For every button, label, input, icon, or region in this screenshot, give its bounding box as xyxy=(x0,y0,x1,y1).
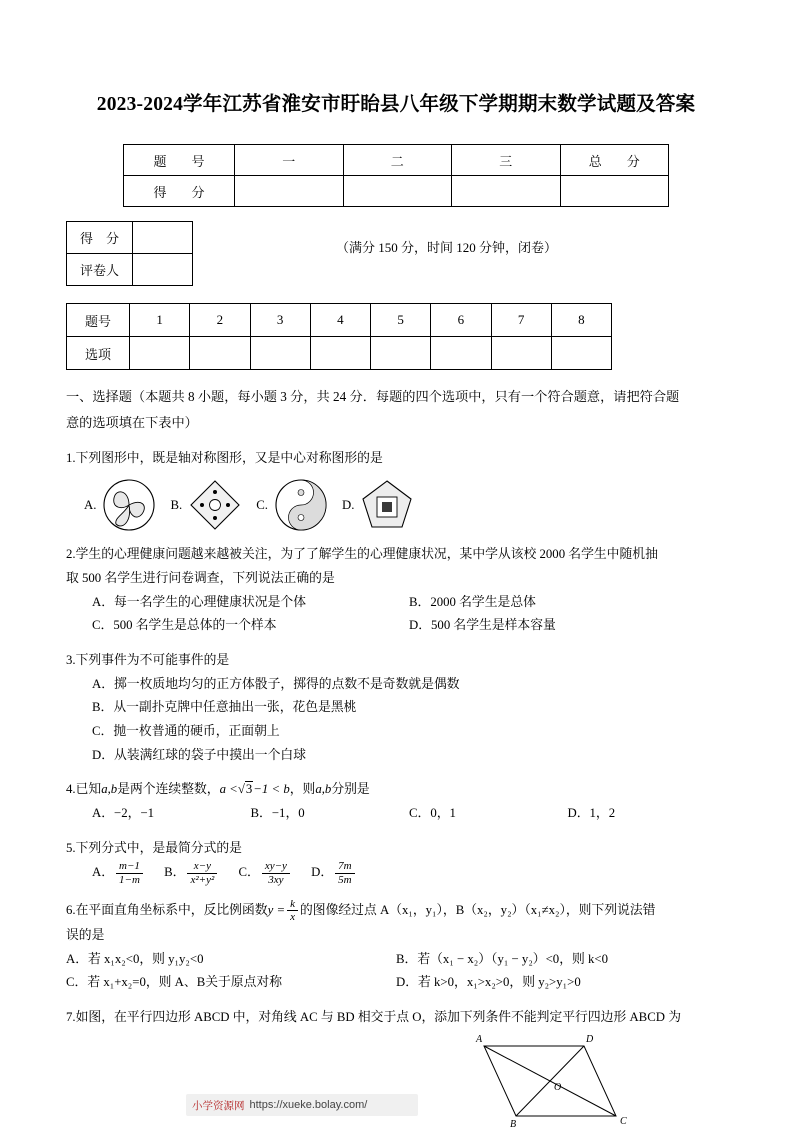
grader-name-label: 评卷人 xyxy=(67,254,133,286)
parallelogram-diagonals-icon xyxy=(466,1032,666,1130)
table-row xyxy=(67,304,612,337)
question-5-option-a[interactable] xyxy=(92,860,145,886)
question-2 xyxy=(66,543,726,590)
table-row xyxy=(67,254,193,286)
score-table-col-2: 二 xyxy=(343,145,452,176)
question-4-stem-mid: 是两个连续整数， xyxy=(117,782,220,797)
answer-col-2: 2 xyxy=(190,304,250,337)
question-4-option-a[interactable]: A．−2，−1 xyxy=(92,805,155,820)
question-4-option-d[interactable]: D．1，2 xyxy=(567,805,616,820)
grader-score-label: 得 分 xyxy=(67,222,133,254)
question-2-option-a[interactable]: A．每一名学生的心理健康状况是个体 xyxy=(92,594,306,609)
answer-grid-table xyxy=(66,303,612,370)
question-1-option-c xyxy=(256,478,328,532)
question-4-stem-pre: 已知 xyxy=(75,782,102,797)
answer-cell-7[interactable] xyxy=(491,337,551,370)
document-body xyxy=(66,88,726,1130)
question-3 xyxy=(66,649,726,673)
watermark-logo: 小学资源网 xyxy=(192,1099,245,1112)
question-3-options xyxy=(92,673,726,768)
question-6-stem-part1: 在平面直角坐标系中，反比例函数 xyxy=(75,902,268,917)
question-2-stem-line1: 学生的心理健康问题越来越被关注，为了了解学生的心理健康状况，某中学从该校 2000 名学生中随机抽 xyxy=(75,547,658,562)
answer-cell-8[interactable] xyxy=(551,337,611,370)
question-2-number: 2. xyxy=(66,547,76,562)
answer-cell-2[interactable] xyxy=(190,337,250,370)
question-5-option-c-label: C． xyxy=(238,865,260,880)
answer-col-6: 6 xyxy=(431,304,491,337)
question-1 xyxy=(66,447,726,471)
question-1-option-c-label: C. xyxy=(256,497,268,512)
table-row xyxy=(67,222,193,254)
question-6-option-c[interactable]: C．若 x₁+x₂=0，则 A、B关于原点对称 xyxy=(66,975,283,990)
label-D: D xyxy=(586,1033,594,1045)
question-1-option-a-label: A. xyxy=(84,497,97,512)
score-table-row2-label: 得 分 xyxy=(124,176,235,207)
question-7 xyxy=(66,1006,726,1030)
question-3-number: 3. xyxy=(66,652,76,667)
question-4-vars: a,b xyxy=(101,782,118,797)
question-1-stem: 下列图形中，既是轴对称图形，又是中心对称图形的是 xyxy=(75,450,383,465)
question-5 xyxy=(66,837,726,861)
fraction-d: $\frac{7m}{5m}$ xyxy=(335,860,354,886)
watermark-url: https://xueke.bolay.com/ xyxy=(249,1099,368,1111)
question-5-option-d[interactable] xyxy=(311,860,357,886)
answer-col-4: 4 xyxy=(310,304,370,337)
section-heading-line2: 意的选项填在下表中） xyxy=(66,414,198,430)
section-heading-line1: 一、选择题（本题共 8 小题，每小题 3 分，共 24 分．每题的四个选项中，只有一个符合题意，请把符合题 xyxy=(66,389,680,405)
answer-col-7: 7 xyxy=(491,304,551,337)
answer-cell-3[interactable] xyxy=(250,337,310,370)
question-5-option-b[interactable] xyxy=(164,860,219,886)
label-C: C xyxy=(620,1115,627,1127)
question-3-option-d[interactable]: D．从装满红球的袋子中摸出一个白球 xyxy=(92,747,306,762)
question-5-option-c[interactable] xyxy=(238,860,291,886)
label-B: B xyxy=(510,1118,517,1130)
score-cell-total[interactable] xyxy=(560,176,669,207)
question-5-number: 5. xyxy=(66,840,76,855)
question-4-stem-end: 分别是 xyxy=(331,782,370,797)
question-2-option-b[interactable]: B．2000 名学生是总体 xyxy=(409,594,536,609)
question-4-option-b[interactable]: B．−1，0 xyxy=(250,805,305,820)
question-6-options xyxy=(66,948,726,995)
question-4-ineq-left: a < xyxy=(219,782,238,797)
question-4-number: 4. xyxy=(66,782,76,797)
grader-name-cell[interactable] xyxy=(133,254,193,286)
fraction-a: $\frac{m-1}{1-m}$ xyxy=(116,860,143,886)
score-cell-3[interactable] xyxy=(452,176,561,207)
question-2-stem-line2: 取 500 名学生进行问卷调查，下列说法正确的是 xyxy=(66,570,335,585)
table-row xyxy=(124,145,669,176)
question-6-stem-line2: 误的是 xyxy=(66,927,105,942)
score-cell-2[interactable] xyxy=(343,176,452,207)
question-1-option-b-label: B. xyxy=(170,497,183,512)
grader-block xyxy=(66,221,726,283)
score-table-col-total: 总 分 xyxy=(560,145,669,176)
grader-score-cell[interactable] xyxy=(133,222,193,254)
question-4-vars2: a,b xyxy=(315,782,332,797)
question-7-number: 7. xyxy=(66,1009,76,1024)
answer-col-3: 3 xyxy=(250,304,310,337)
question-6-option-b[interactable]: B．若（x₁ − x₂）（y₁ − y₂）<0，则 k<0 xyxy=(396,951,609,966)
triquetra-circle-icon xyxy=(102,478,156,532)
question-4-stem-post: ，则 xyxy=(289,782,316,797)
question-3-stem: 下列事件为不可能事件的是 xyxy=(75,652,230,667)
answer-col-1: 1 xyxy=(130,304,190,337)
taiji-yin-yang-icon xyxy=(274,478,328,532)
exam-info-note: （满分 150 分，时间 120 分钟，闭卷） xyxy=(336,240,558,256)
answer-table-row-label: 题号 xyxy=(67,304,130,337)
section-heading xyxy=(66,384,726,435)
question-6-option-d[interactable]: D．若 k>0，x₁>x₂>0，则 y₂>y₁>0 xyxy=(396,975,581,990)
question-7-stem: 如图，在平行四边形 ABCD 中，对角线 AC 与 BD 相交于点 O，添加下列条件不能判定平行四边形 ABCD 为 xyxy=(75,1009,681,1024)
table-row xyxy=(67,337,612,370)
label-A: A xyxy=(476,1033,483,1045)
question-2-option-d[interactable]: D．500 名学生是样本容量 xyxy=(409,618,556,633)
answer-cell-4[interactable] xyxy=(310,337,370,370)
question-1-option-b xyxy=(170,478,242,532)
question-4-option-c[interactable]: C．0，1 xyxy=(409,805,456,820)
answer-table-row2-label: 选项 xyxy=(67,337,130,370)
question-1-figures xyxy=(84,478,726,532)
question-1-option-d xyxy=(342,478,414,532)
question-6-option-a[interactable]: A．若 x₁x₂<0，则 y₁y₂<0 xyxy=(66,951,204,966)
question-5-stem: 下列分式中，是最简分式的是 xyxy=(75,840,242,855)
score-table-col-3: 三 xyxy=(452,145,561,176)
question-6 xyxy=(66,898,726,948)
question-5-option-b-label: B． xyxy=(164,865,186,880)
question-3-option-b[interactable]: B．从一副扑克牌中任意抽出一张，花色是黑桃 xyxy=(92,700,357,715)
score-table-col-1: 一 xyxy=(235,145,344,176)
question-2-option-c[interactable]: C．500 名学生是总体的一个样本 xyxy=(92,618,277,633)
question-5-option-d-label: D． xyxy=(311,865,334,880)
grader-table xyxy=(66,221,193,286)
fraction-c: $\frac{xy-y}{3xy}$ xyxy=(262,860,290,886)
question-3-option-c[interactable]: C．抛一枚普通的硬币，正面朝上 xyxy=(92,723,280,738)
score-table-row-label: 题 号 xyxy=(124,145,235,176)
question-1-number: 1. xyxy=(66,450,76,465)
question-6-stem-part2: 的图像经过点 A（x₁，y₁），B（x₂，y₂）（x₁≠x₂），则下列说法错 xyxy=(299,902,656,917)
answer-cell-1[interactable] xyxy=(130,337,190,370)
question-3-option-a[interactable]: A．掷一枚质地均匀的正方体骰子，掷得的点数不是奇数就是偶数 xyxy=(92,676,460,691)
answer-cell-6[interactable] xyxy=(431,337,491,370)
question-6-function-y: y = xyxy=(267,902,286,917)
question-1-option-a xyxy=(84,478,156,532)
dotted-square-icon xyxy=(188,478,242,532)
answer-col-5: 5 xyxy=(371,304,431,337)
question-2-options xyxy=(92,591,726,638)
table-row xyxy=(124,176,669,207)
question-5-options xyxy=(92,860,726,886)
question-7-figure xyxy=(466,1032,666,1130)
question-1-option-d-label: D. xyxy=(341,497,355,512)
question-4-options xyxy=(92,802,726,826)
question-4 xyxy=(66,778,726,802)
answer-cell-5[interactable] xyxy=(371,337,431,370)
score-summary-table xyxy=(123,144,669,207)
fraction-b: $\frac{x-y}{\text{x²+y²}}$ xyxy=(187,860,217,886)
pentagon-square-icon xyxy=(360,478,414,532)
question-5-option-a-label: A． xyxy=(92,865,115,880)
question-4-ineq-right: −1 < b xyxy=(253,782,290,797)
watermark xyxy=(186,1094,418,1116)
score-cell-1[interactable] xyxy=(235,176,344,207)
page-title: 2023-2024学年江苏省淮安市盱眙县八年级下学期期末数学试题及答案 xyxy=(96,94,696,115)
label-O: O xyxy=(554,1081,562,1093)
answer-col-8: 8 xyxy=(551,304,611,337)
question-4-sqrt: √3 xyxy=(237,782,253,797)
question-6-number: 6. xyxy=(66,902,76,917)
fraction-k-over-x: $\frac{k}{x}$ xyxy=(287,898,298,924)
